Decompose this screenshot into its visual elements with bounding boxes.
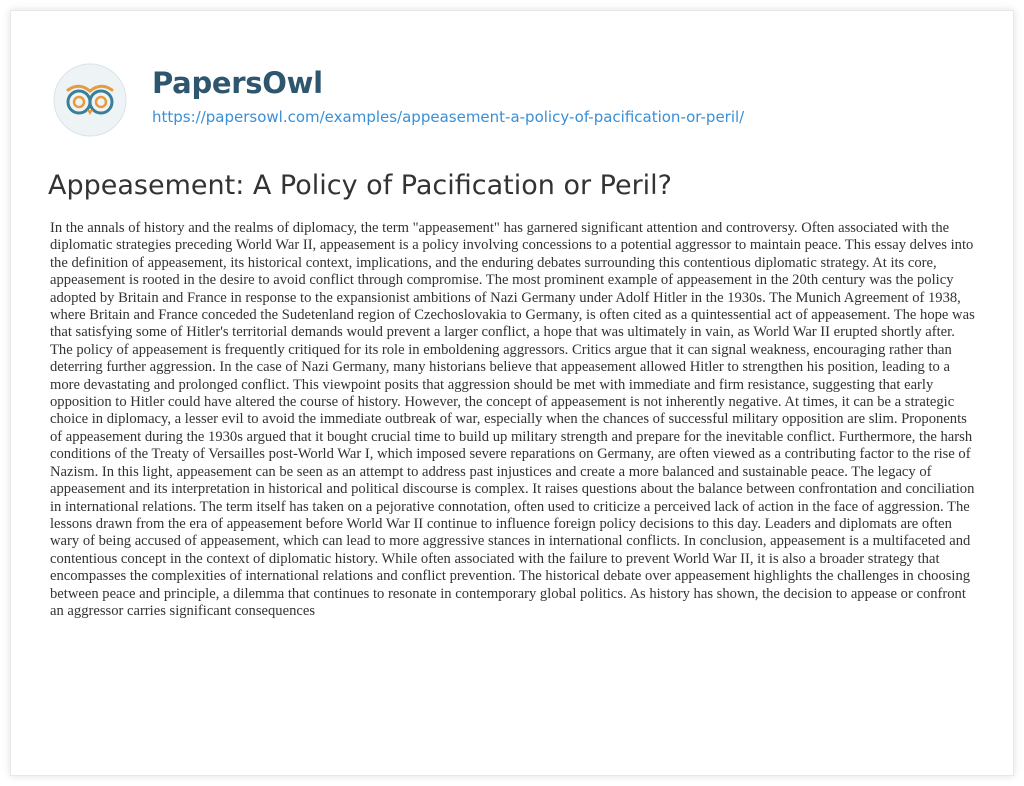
source-url-link[interactable]: https://papersowl.com/examples/appeasement-a-policy-of-pacification-or-peril/ — [152, 108, 745, 126]
owl-eyes-icon — [50, 60, 130, 140]
brand-name: PapersOwl — [152, 66, 323, 100]
document-body: In the annals of history and the realms of diplomacy, the term "appeasement" has garnered significant attention and controversy. Often associated with the diplomatic strategies preceding World War II, appeasement is a policy involving concessions to a potential aggressor to maintain peace. This essay delves into the definition of appeasement, its historical context, implications, and the enduring debates surrounding this contentious diplomatic strategy. At its core, appeasement is rooted in the desire to avoid conflict through compromise. The most prominent example of appeasement in the 20th century was the policy adopted by Britain and France in response to the expansionist ambitions of Nazi Germany under Adolf Hitler in the 1930s. The Munich Agreement of 1938, where Britain and France conceded the Sudetenland region of Czechoslovakia to Germany, is often cited as a quintessential act of appeasement. The hope was that satisfying some of Hitler's territorial demands would prevent a larger conflict, a hope that was ultimately in vain, as World War II erupted shortly after. The policy of appeasement is frequently critiqued for its role in emboldening aggressors. Critics argue that it can signal weakness, encouraging rather than deterring further aggression. In the case of Nazi Germany, many historians believe that appeasement allowed Hitler to strengthen his position, leading to a more devastating and prolonged conflict. This viewpoint posits that aggression should be met with immediate and firm resistance, suggesting that early opposition to Hitler could have altered the course of history. However, the concept of appeasement is not inherently negative. At times, it can be a strategic choice in diplomacy, a lesser evil to avoid the immediate outbreak of war, especially when the chances of successful military opposition are slim. Proponents of appeasement during the 1930s argued that it bought crucial time to build up military strength and prepare for the inevitable conflict. Furthermore, the harsh conditions of the Treaty of Versailles post-World War I, which imposed severe reparations on Germany, are often viewed as a contributing factor to the rise of Nazism. In this light, appeasement can be seen as an attempt to address past injustices and create a more balanced and sustainable peace. The legacy of appeasement and its interpretation in historical and political discourse is complex. It raises questions about the balance between confrontation and conciliation in international relations. The term itself has taken on a pejorative connotation, often used to criticize a perceived lack of action in the face of aggression. The lessons drawn from the era of appeasement before World War II continue to influence foreign policy decisions to this day. Leaders and diplomats are often wary of being accused of appeasement, which can lead to more aggressive stances in international conflicts. In conclusion, appeasement is a multifaceted and contentious concept in the context of diplomatic history. While often associated with the failure to prevent World War II, it is also a broader strategy that encompasses the complexities of international relations and conflict prevention. The historical debate over appeasement highlights the challenges in choosing between peace and principle, a dilemma that continues to resonate in contemporary global politics. As history has shown, the decision to appease or confront an aggressor carries significant consequences — [50, 220, 975, 619]
logo-graphic — [50, 60, 130, 140]
document-title: Appeasement: A Policy of Pacification or Peril? — [48, 170, 673, 201]
brand-block — [152, 66, 744, 126]
site-header — [50, 60, 744, 140]
